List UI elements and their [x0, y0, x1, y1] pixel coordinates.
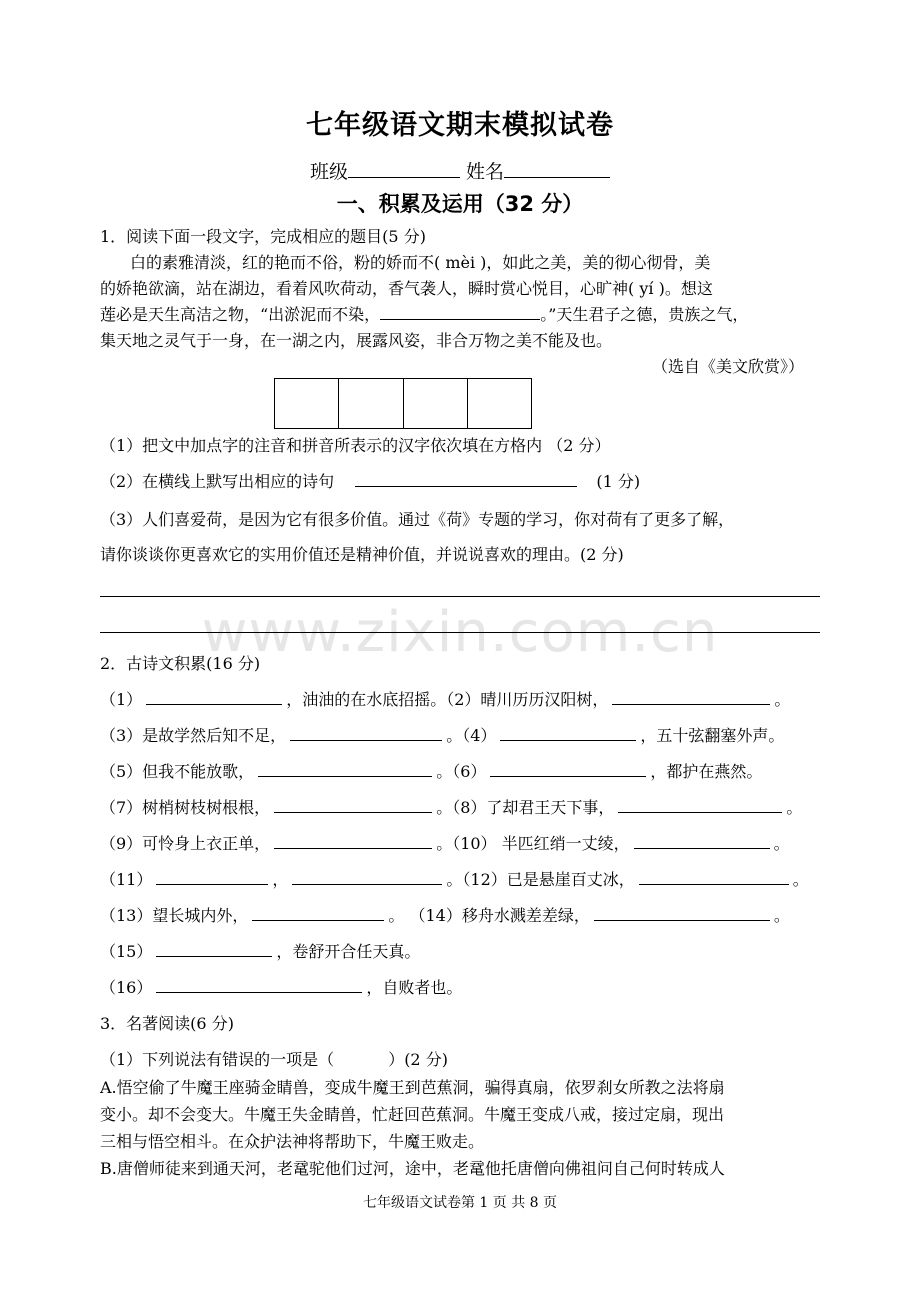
q3-sub1 [100, 1047, 448, 1070]
q2-text: 。 [773, 834, 790, 853]
answer-line[interactable] [100, 632, 820, 633]
q1-paragraph-text: 。”天生君子之德，贵族之气， [540, 305, 749, 324]
poem-blank[interactable] [500, 724, 636, 741]
page-footer: 七年级语文试卷第 1 页 共 8 页 [362, 1195, 558, 1211]
watermark: www.zixin.com.cn [201, 600, 719, 665]
option-b-line: B.唐僧师徒来到通天河，老鼋驼他们过河，途中，老鼋他托唐僧向佛祖问自己何时转成人 [100, 1159, 725, 1178]
answer-box[interactable] [339, 379, 403, 428]
poem-blank[interactable] [380, 303, 540, 320]
poem-blank[interactable] [156, 868, 268, 885]
q2-row [100, 795, 802, 818]
q2-text: （3）是故学然后知不足， [100, 726, 287, 745]
poem-blank[interactable] [490, 760, 646, 777]
q2-text: （16） [100, 978, 153, 997]
name-blank[interactable] [504, 159, 610, 178]
q1-sub2-blank[interactable] [355, 470, 577, 487]
q1-sub3-line: （3）人们喜爱荷，是因为它有很多价值。通过《荷》专题的学习，你对荷有了更多了解， [100, 510, 735, 529]
q1-source: （选自《美文欣赏》） [652, 357, 805, 376]
q2-text: （5）但我不能放歌， [100, 762, 255, 781]
poem-blank[interactable] [639, 868, 789, 885]
class-label: 班级 [309, 161, 348, 183]
q1-sub2-text: （2）在横线上默写出相应的诗句 [100, 472, 335, 491]
q3-sub1-text: （1）下列说法有错误的一项是（ [100, 1050, 335, 1069]
q3-heading: 3．名著阅读(6 分) [100, 1014, 234, 1033]
poem-blank[interactable] [156, 940, 272, 957]
answer-box[interactable] [275, 379, 339, 428]
q2-text: ，都护在燕然。 [650, 762, 763, 781]
poem-blank[interactable] [274, 832, 432, 849]
q2-text: （1） [100, 690, 143, 709]
q1-sub2 [100, 469, 640, 492]
poem-blank[interactable] [146, 688, 282, 705]
q2-text: 。（8）了却君王天下事， [436, 798, 615, 817]
poem-blank[interactable] [612, 688, 770, 705]
q1-sub2-score: (1 分) [596, 472, 641, 491]
option-a-line: 变小。却不会变大。牛魔王失金睛兽，忙赶回芭蕉洞。牛魔王变成八戒，接过定扇，现出 [100, 1105, 725, 1124]
q2-text: （11） [100, 870, 153, 889]
poem-blank[interactable] [258, 760, 432, 777]
answer-line[interactable] [100, 596, 820, 597]
q2-row [100, 723, 784, 746]
q1-sub3-line: 请你谈谈你更喜欢它的实用价值还是精神价值，并说说喜欢的理由。(2 分) [100, 545, 624, 564]
q1-paragraph-line: 的娇艳欲滴，站在湖边，看着风吹荷动，香气袭人，瞬时赏心悦目，心旷神( yí )。想这 [100, 279, 713, 298]
q2-text: 。（6） [436, 762, 487, 781]
name-label: 姓名 [466, 161, 505, 183]
q3-sub1-text: ）(2 分) [388, 1050, 448, 1069]
q1-paragraph-line [100, 302, 748, 325]
q2-row [100, 903, 790, 926]
poem-blank[interactable] [634, 832, 770, 849]
q2-text: 。（10） 半匹红绡一丈绫， [436, 834, 630, 853]
q2-row [100, 759, 762, 782]
poem-blank[interactable] [290, 724, 442, 741]
q2-row [100, 867, 809, 890]
q2-text: 。（12）已是悬崖百丈冰， [446, 870, 635, 889]
q2-text: （13）望长城内外， [100, 906, 249, 925]
q2-text: （15） [100, 942, 153, 961]
q2-text: 。（4） [446, 726, 497, 745]
poem-blank[interactable] [618, 796, 782, 813]
answer-box[interactable] [468, 379, 531, 428]
q2-text: ， [272, 870, 289, 889]
q1-paragraph-line: 白的素雅清淡，红的艳而不俗，粉的娇而不( mèi )，如此之美，美的彻心彻骨，美 [130, 253, 711, 272]
q2-text: ，五十弦翻塞外声。 [640, 726, 785, 745]
poem-blank[interactable] [274, 796, 432, 813]
q2-text: 。 [786, 798, 803, 817]
q2-text: ，自败者也。 [366, 978, 463, 997]
q2-row [100, 939, 420, 962]
answer-boxes [274, 378, 532, 429]
poem-blank[interactable] [156, 976, 362, 993]
q1-sub1: （1）把文中加点字的注音和拼音所表示的汉字依次填在方格内 （2 分） [100, 436, 611, 455]
q2-text: 。 [773, 906, 790, 925]
q2-text: 。 [792, 870, 809, 889]
class-blank[interactable] [348, 159, 460, 178]
q2-row [100, 687, 790, 710]
section-heading: 一、积累及运用（32 分） [336, 192, 584, 216]
q2-row [100, 975, 462, 998]
poem-blank[interactable] [252, 904, 384, 921]
q2-text: ，卷舒开合任天真。 [276, 942, 421, 961]
q1-heading: 1．阅读下面一段文字，完成相应的题目(5 分) [100, 227, 426, 246]
answer-box[interactable] [404, 379, 468, 428]
q2-text: （7）树梢树枝树根根， [100, 798, 271, 817]
q2-text: （9）可怜身上衣正单， [100, 834, 271, 853]
q2-row [100, 831, 790, 854]
class-name-line [0, 157, 920, 184]
option-a-line: A.悟空偷了牛魔王座骑金睛兽，变成牛魔王到芭蕉洞，骗得真扇，依罗刹女所教之法将扇 [100, 1078, 725, 1097]
poem-blank[interactable] [594, 904, 770, 921]
q2-text: 。 （14）移舟水溅差差绿， [388, 906, 590, 925]
q2-text: 。 [774, 690, 791, 709]
page-title: 七年级语文期末模拟试卷 [306, 110, 614, 141]
option-a-line: 三相与悟空相斗。在众护法神将帮助下，牛魔王败走。 [100, 1132, 485, 1151]
q2-heading: 2．古诗文积累(16 分) [100, 654, 261, 673]
q2-text: ，油油的在水底招摇。（2）晴川历历汉阳树， [286, 690, 609, 709]
poem-blank[interactable] [292, 868, 442, 885]
q1-paragraph-text: 莲必是天生高洁之物，“出淤泥而不染， [100, 305, 381, 324]
q1-paragraph-line: 集天地之灵气于一身，在一湖之内，展露风姿，非合万物之美不能及也。 [100, 331, 613, 350]
